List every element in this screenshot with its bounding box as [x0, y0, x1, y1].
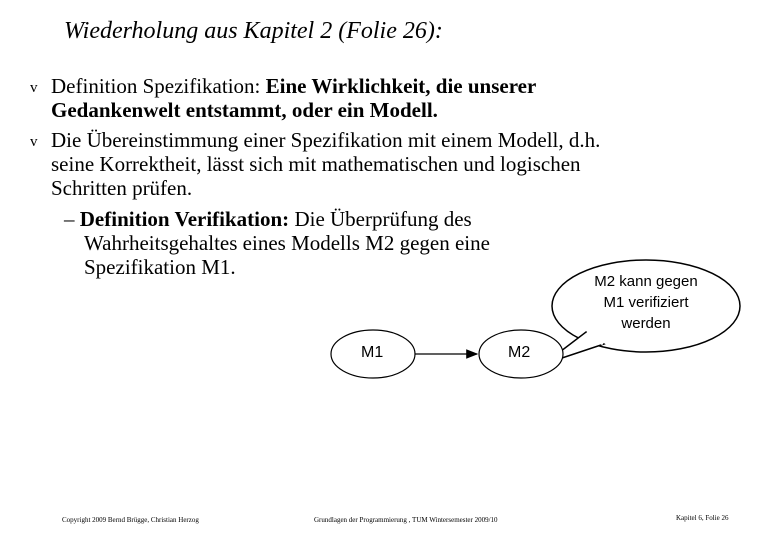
bullet-1-definition-cont: Gedankenwelt entstammt, oder ein Modell.	[51, 98, 438, 122]
sub-bullet-line-2: Wahrheitsgehaltes eines Modells M2 gegen eine	[84, 231, 490, 255]
bullet-marker-icon: v	[30, 80, 38, 96]
footer-copyright: Copyright 2009 Bernd Brügge, Christian Herzog	[62, 516, 199, 524]
footer-slide-number: Kapitel 6, Folie 26	[676, 514, 729, 522]
bullet-marker-icon: v	[30, 134, 38, 150]
bullet-2-line-2: seine Korrektheit, lässt sich mit mathematischen und logischen	[51, 152, 581, 176]
bullet-2-line-3: Schritten prüfen.	[51, 176, 193, 200]
sub-bullet-text: Die Überprüfung des	[289, 207, 472, 231]
footer-course: Grundlagen der Programmierung , TUM Wintersemester 2009/10	[314, 516, 498, 524]
sub-bullet-line-3: Spezifikation M1.	[84, 255, 236, 279]
sub-bullet-dash: –	[64, 207, 75, 231]
slide-title: Wiederholung aus Kapitel 2 (Folie 26):	[64, 18, 443, 44]
bullet-1-term: Definition Spezifikation:	[51, 74, 266, 98]
callout-text	[566, 271, 726, 334]
sub-bullet-term: Definition Verifikation:	[79, 207, 290, 231]
node-m2-label: M2	[508, 344, 531, 361]
node-m1-label: M1	[361, 344, 384, 361]
bullet-2-line-1: Die Übereinstimmung einer Spezifikation mit einem Modell, d.h.	[51, 128, 601, 152]
callout-line-2: M1 verifiziert	[603, 294, 689, 311]
bullet-1-definition: Eine Wirklichkeit, die unserer	[265, 74, 537, 98]
callout-line-3: werden	[621, 315, 671, 332]
callout-line-1: M2 kann gegen	[594, 273, 698, 290]
